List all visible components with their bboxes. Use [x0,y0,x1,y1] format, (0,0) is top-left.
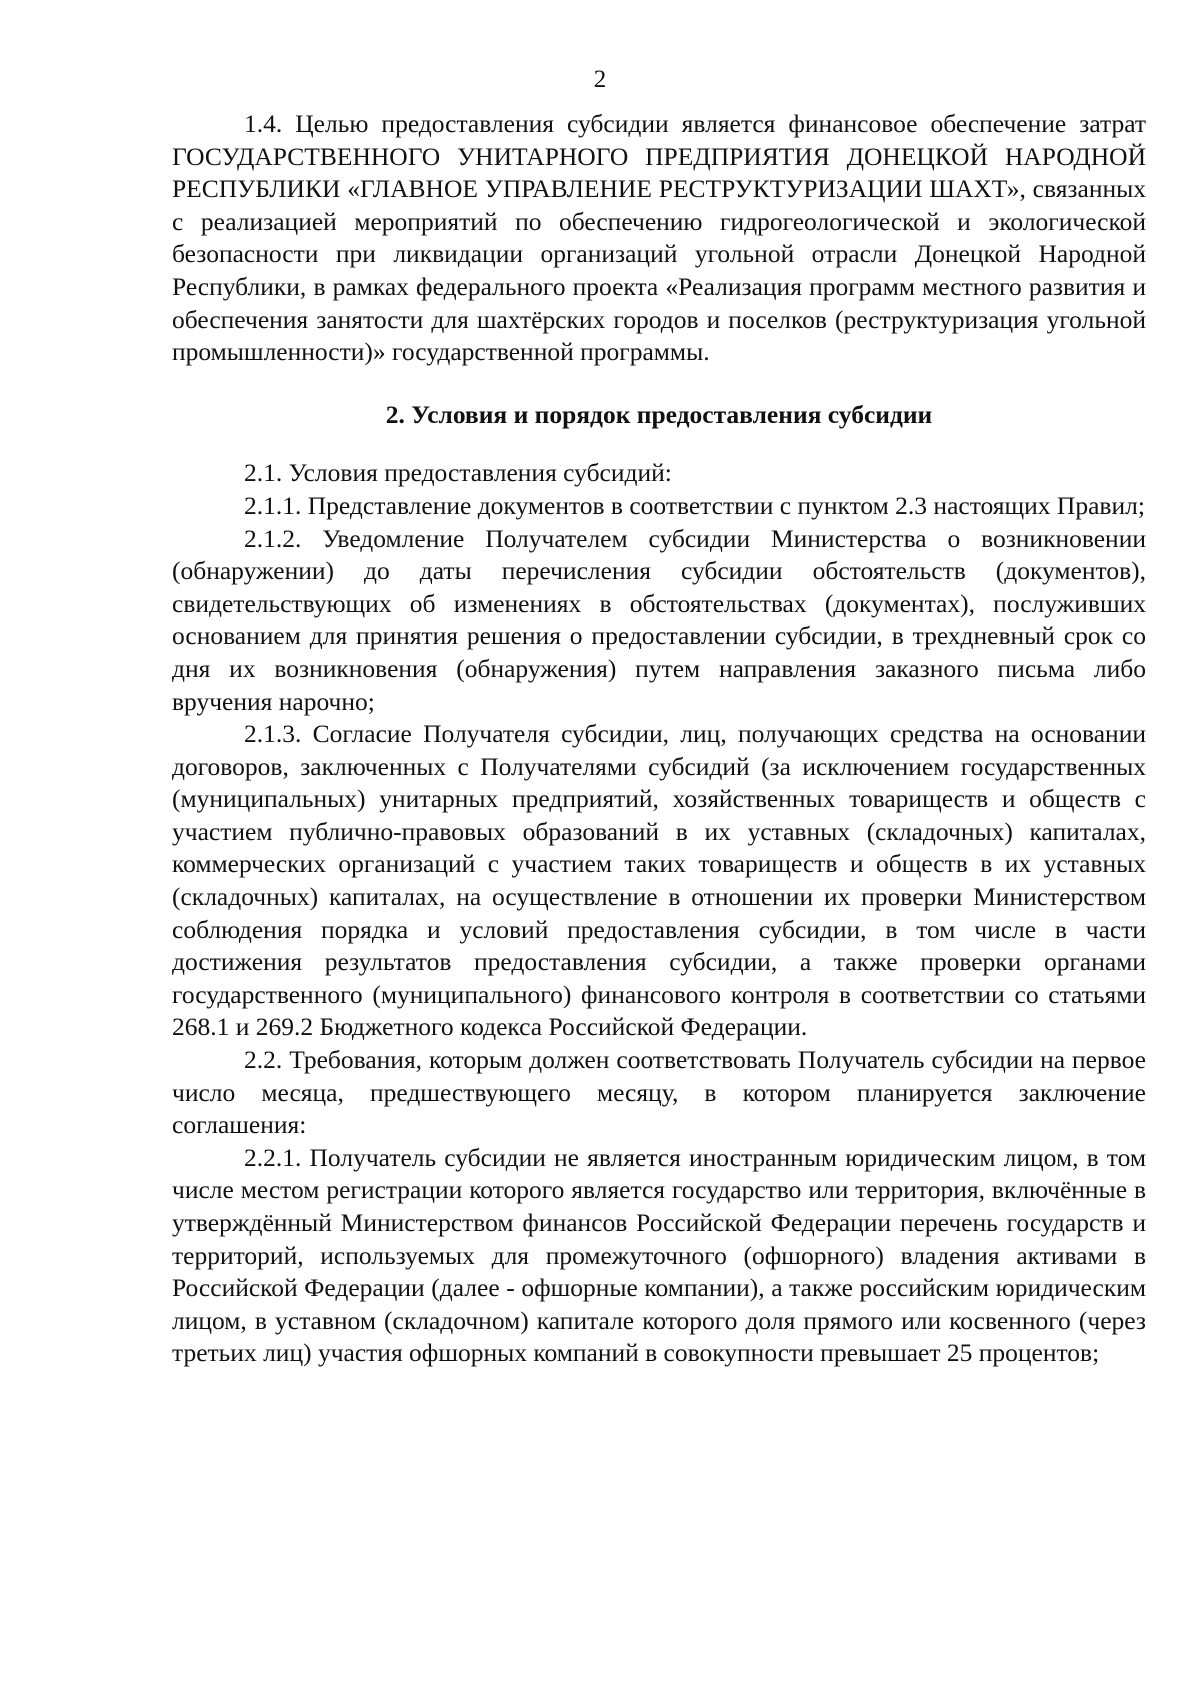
paragraph-1-4: 1.4. Целью предоставления субсидии является финансовое обеспечение затрат ГОСУДАРСТВЕННОГО УНИТАРНОГО ПРЕДПРИЯТИЯ ДОНЕЦКОЙ НАРОДНОЙ РЕСПУБЛИКИ «ГЛАВНОЕ УПРАВЛЕНИЕ РЕСТРУКТУРИЗАЦИИ ШАХТ», связанных с реализацией мероприятий по обеспечению гидрогеологической и экологической безопасности при ликвидации организаций угольной отрасли Донецкой Народной Республики, в рамках федерального проекта «Реализация программ местного развития и обеспечения занятости для шахтёрских городов и поселков (реструктуризация угольной промышленности)» государственной программы. [172,109,1146,367]
paragraph-2-1: 2.1. Условия предоставления субсидий: [244,458,672,488]
section-heading: 2. Условия и порядок предоставления субсидии [385,399,933,429]
paragraph-2-2-1: 2.2.1. Получатель субсидии не является иностранным юридическим лицом, в том числе местом регистрации которого является государство или территория, включённые в утверждённый Министерством финансов Российской Федерации перечень государств и территорий, используемых для промежуточного (офшорного) владения активами в Российской Федерации (далее - офшорные компании), а также российским юридическим лицом, в уставном (складочном) капитале которого доля прямого или косвенного (через третьих лиц) участия офшорных компаний в совокупности превышает 25 процентов; [172,1142,1146,1368]
paragraph-2-1-1: 2.1.1. Представление документов в соответствии с пунктом 2.3 настоящих Правил; [244,490,1145,520]
paragraph-2-1-2: 2.1.2. Уведомление Получателем субсидии Министерства о возникновении (обнаружении) до даты перечисления субсидии обстоятельств (документов), свидетельствующих об изменениях в обстоятельствах (документах), послуживших основанием для принятия решения о предоставлении субсидии, в трехдневный срок со дня их возникновения (обнаружения) путем направления заказного письма либо вручения нарочно; [172,523,1146,716]
page-number: 2 [593,66,607,93]
document-body [172,108,1146,1370]
paragraph-2-2: 2.2. Требования, которым должен соответствовать Получатель субсидии на первое число месяца, предшествующего месяцу, в котором планируется заключение соглашения: [172,1045,1146,1140]
paragraph-2-1-3: 2.1.3. Согласие Получателя субсидии, лиц, получающих средства на основании договоров, заключенных с Получателями субсидий (за исключением государственных (муниципальных) унитарных предприятий, хозяйственных товариществ и обществ с участием публично-правовых образований в их уставных (складочных) капиталах, коммерческих организаций с участием таких товариществ и обществ в их уставных (складочных) капиталах, на осуществление в отношении их проверки Министерством соблюдения порядка и условий предоставления субсидии, в том числе в части достижения результатов предоставления субсидии, а также проверки органами государственного (муниципального) финансового контроля в соответствии со статьями 268.1 и 269.2 Бюджетного кодекса Российской Федерации. [172,719,1146,1042]
